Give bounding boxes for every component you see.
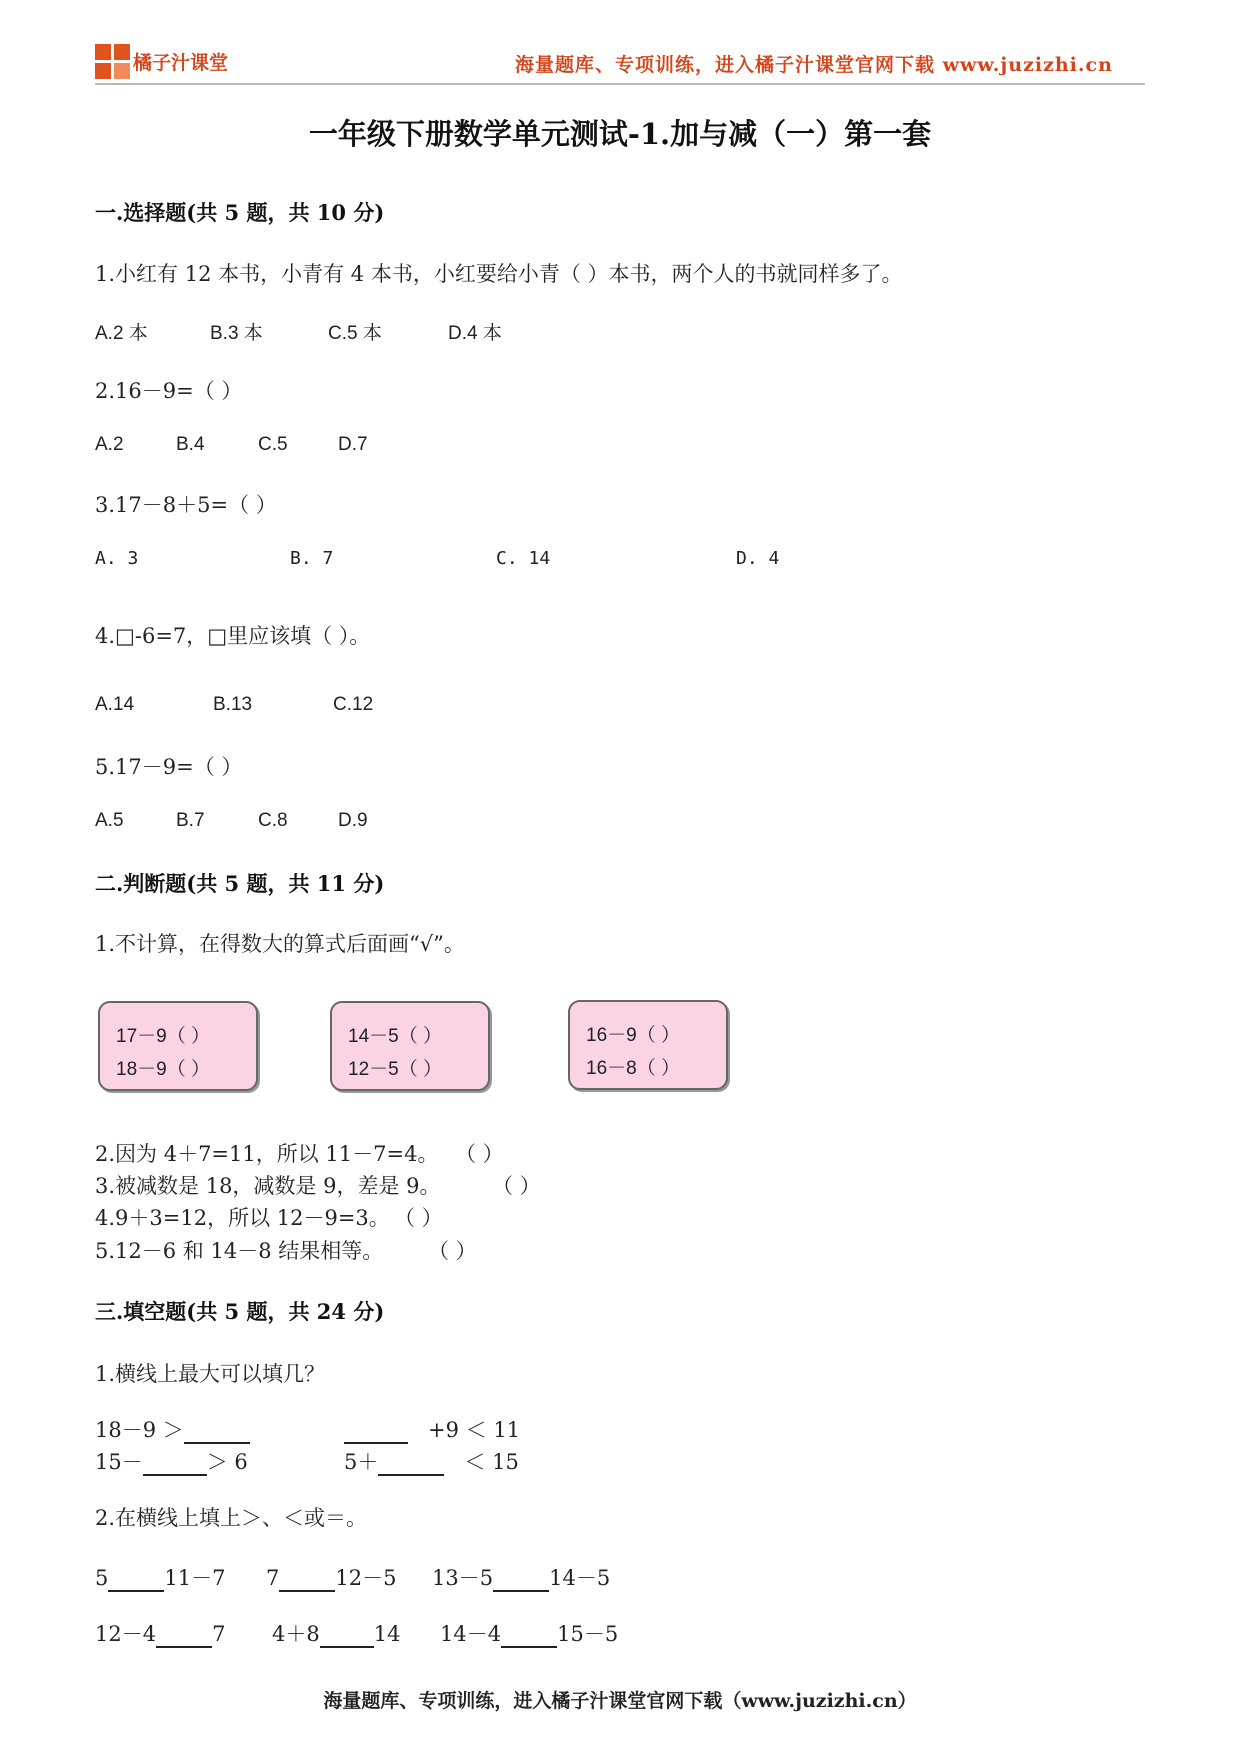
expr-left: 15－ [95, 1450, 143, 1474]
expr-left: 18－9 ＞ [95, 1418, 184, 1442]
compare-item [266, 1562, 396, 1592]
section-heading-judgement: 二.判断题(共 5 题，共 11 分) [95, 871, 385, 896]
expr-left: 13－5 [432, 1566, 494, 1590]
question-text: 4.9＋3=12，所以 12－9=3。 [95, 1206, 390, 1230]
expr-right: +9 ＜ 11 [428, 1418, 521, 1442]
header-divider [95, 83, 1145, 85]
question-text: 2.在横线上填上＞、＜或＝。 [95, 1506, 368, 1530]
expression-box [98, 1001, 258, 1091]
compare-item [95, 1618, 225, 1648]
compare-item [272, 1618, 400, 1648]
expr-right: ＜ 15 [464, 1450, 519, 1474]
option: D.9 [338, 810, 368, 831]
expr-right: 14 [373, 1622, 401, 1646]
logo-text: 橘子汁课堂 [133, 52, 229, 74]
answer-parens: （ ） [492, 1174, 541, 1198]
option: D.7 [338, 434, 368, 455]
expression: 17－9（ ） [116, 1026, 210, 1047]
question-text: 4.□-6=7，□里应该填（ ）。 [95, 624, 371, 648]
page-title: 一年级下册数学单元测试-1.加与减（一）第一套 [308, 117, 932, 151]
answer-blank[interactable] [108, 1566, 164, 1592]
option: B.3 本 [210, 323, 263, 344]
answer-blank[interactable] [279, 1566, 335, 1592]
question-text: 5.17－9=（ ） [95, 755, 243, 779]
option: A. 3 [95, 548, 139, 569]
expression: 14－5（ ） [348, 1026, 442, 1047]
expr-left: 12－4 [95, 1622, 157, 1646]
answer-blank[interactable] [493, 1566, 549, 1592]
fill-expression [344, 1446, 519, 1476]
expression: 16－9（ ） [586, 1025, 680, 1046]
answer-blank[interactable] [143, 1450, 207, 1476]
option: D. 4 [736, 548, 780, 569]
option: B.4 [176, 434, 205, 455]
expression: 16－8（ ） [586, 1058, 680, 1079]
footer-slogan[interactable]: 海量题库、专项训练，进入橘子汁课堂官网下载（www.juzizhi.cn） [323, 1690, 917, 1712]
expr-right: 7 [212, 1622, 226, 1646]
compare-item [432, 1562, 610, 1592]
option: C.5 本 [328, 323, 382, 344]
question-text: 1.横线上最大可以填几？ [95, 1362, 326, 1386]
expression: 12－5（ ） [348, 1059, 442, 1080]
expr-right: 14－5 [549, 1566, 611, 1590]
fill-expression [95, 1446, 248, 1476]
expr-right: ＞ 6 [206, 1450, 248, 1474]
answer-blank[interactable] [344, 1418, 408, 1444]
section-heading-choice: 一.选择题(共 5 题，共 10 分) [95, 200, 385, 225]
option: C. 14 [496, 548, 551, 569]
compare-item [440, 1618, 618, 1648]
expression: 18－9（ ） [116, 1059, 210, 1080]
option: B.7 [176, 810, 205, 831]
expr-left: 7 [266, 1566, 280, 1590]
fill-expression [95, 1414, 250, 1444]
option: A.14 [95, 694, 135, 715]
expression-box [330, 1001, 490, 1091]
option: C.12 [333, 694, 374, 715]
answer-parens: （ ） [428, 1239, 477, 1263]
expr-left: 4＋8 [272, 1622, 320, 1646]
question-text: 5.12－6 和 14－8 结果相等。 [95, 1239, 384, 1263]
answer-parens: （ ） [394, 1206, 443, 1230]
expr-right: 11－7 [164, 1566, 226, 1590]
header-slogan[interactable]: 海量题库、专项训练，进入橘子汁课堂官网下载 www.juzizhi.cn [515, 54, 1113, 76]
expr-right: 12－5 [335, 1566, 397, 1590]
question-text: 3.被减数是 18，减数是 9，差是 9。 [95, 1174, 441, 1198]
option: A.5 [95, 810, 124, 831]
fill-expression [344, 1414, 520, 1444]
question-text: 1.不计算，在得数大的算式后面画“√”。 [95, 932, 465, 956]
option: C.8 [258, 810, 288, 831]
question-text: 2.16－9=（ ） [95, 379, 243, 403]
answer-blank[interactable] [156, 1622, 212, 1648]
option: B. 7 [290, 548, 334, 569]
answer-blank[interactable] [501, 1622, 557, 1648]
answer-blank[interactable] [378, 1450, 444, 1476]
section-heading-fill: 三.填空题(共 5 题，共 24 分) [95, 1299, 385, 1324]
option: B.13 [213, 694, 253, 715]
expr-left: 5 [95, 1566, 109, 1590]
expression-box [568, 1000, 728, 1090]
expr-left: 5＋ [344, 1450, 379, 1474]
answer-blank[interactable] [184, 1418, 250, 1444]
answer-blank[interactable] [320, 1622, 374, 1648]
question-text: 1.小红有 12 本书，小青有 4 本书，小红要给小青（ ）本书，两个人的书就同样多了。 [95, 262, 903, 286]
question-text: 3.17－8＋5=（ ） [95, 493, 277, 517]
logo-icon [95, 44, 131, 80]
option: A.2 本 [95, 323, 148, 344]
expr-left: 14－4 [440, 1622, 502, 1646]
option: C.5 [258, 434, 288, 455]
expr-right: 15－5 [557, 1622, 619, 1646]
question-text: 2.因为 4＋7=11，所以 11－7=4。 [95, 1142, 439, 1166]
option: A.2 [95, 434, 124, 455]
compare-item [95, 1562, 225, 1592]
option: D.4 本 [448, 323, 502, 344]
answer-parens: （ ） [455, 1142, 504, 1166]
